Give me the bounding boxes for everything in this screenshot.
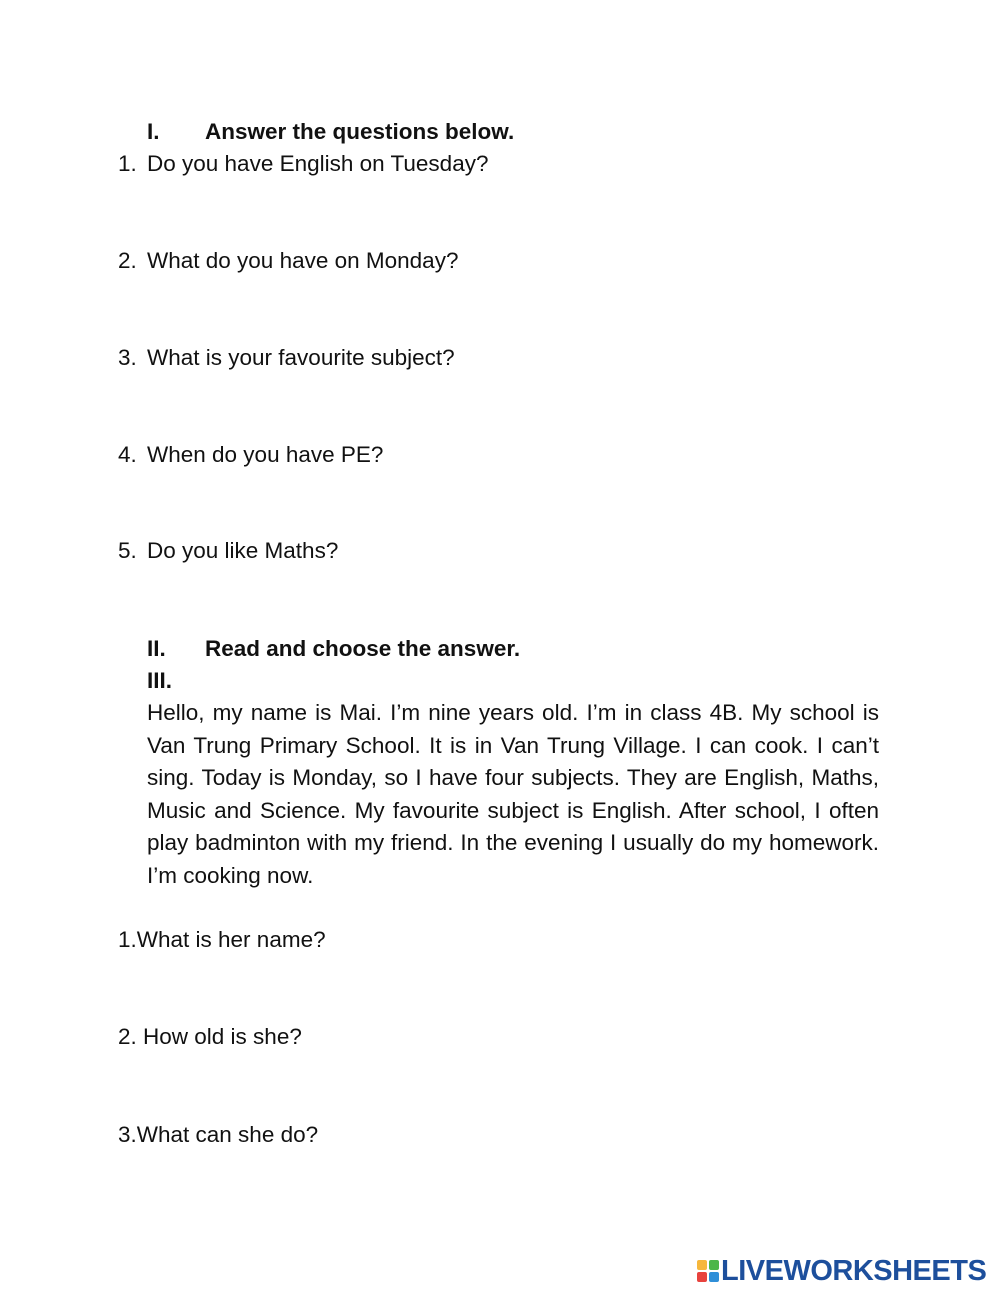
logo-block: [697, 1272, 707, 1282]
question-number: 2.: [118, 248, 137, 273]
question-text: What is your favourite subject?: [147, 345, 455, 370]
logo-block: [709, 1272, 719, 1282]
question-number: 1.: [118, 151, 137, 176]
question-text: Do you have English on Tuesday?: [147, 151, 489, 176]
question-item: [118, 345, 455, 371]
reading-question: 2. How old is she?: [118, 1024, 302, 1049]
section-2-title: Read and choose the answer.: [205, 636, 521, 661]
section-2-roman: II.: [147, 636, 166, 661]
section-3-heading: [147, 668, 205, 694]
question-text: When do you have PE?: [147, 442, 384, 467]
reading-question: 1.What is her name?: [118, 927, 326, 952]
question-number: 5.: [118, 538, 137, 563]
question-item: [118, 151, 488, 177]
logo-block: [697, 1260, 707, 1270]
section-1-title: Answer the questions below.: [205, 119, 515, 144]
question-text: What do you have on Monday?: [147, 248, 459, 273]
question-item: [118, 538, 338, 564]
section-1-heading: [147, 119, 514, 145]
question-number: 3.: [118, 345, 137, 370]
question-text: Do you like Maths?: [147, 538, 339, 563]
liveworksheets-logo: [697, 1254, 986, 1288]
logo-blocks-icon: [697, 1260, 719, 1282]
question-number: 4.: [118, 442, 137, 467]
reading-passage: Hello, my name is Mai. I’m nine years old. I’m in class 4B. My school is Van Trung Primary School. It is in Van Trung Village. I can cook. I can’t sing. Today is Monday, so I have four subjects. They are English, Maths, Music and Science. My favourite subject is English. After school, I often play badminton with my friend. In the evening I usually do my homework. I’m cooking now.: [147, 700, 879, 888]
question-item: [118, 442, 383, 468]
logo-block: [709, 1260, 719, 1270]
question-item: [118, 248, 458, 274]
section-1-roman: I.: [147, 119, 160, 144]
reading-question: 3.What can she do?: [118, 1122, 319, 1147]
logo-text: LIVEWORKSHEETS: [721, 1254, 987, 1287]
section-2-heading: [147, 636, 520, 662]
section-3-roman: III.: [147, 668, 173, 693]
